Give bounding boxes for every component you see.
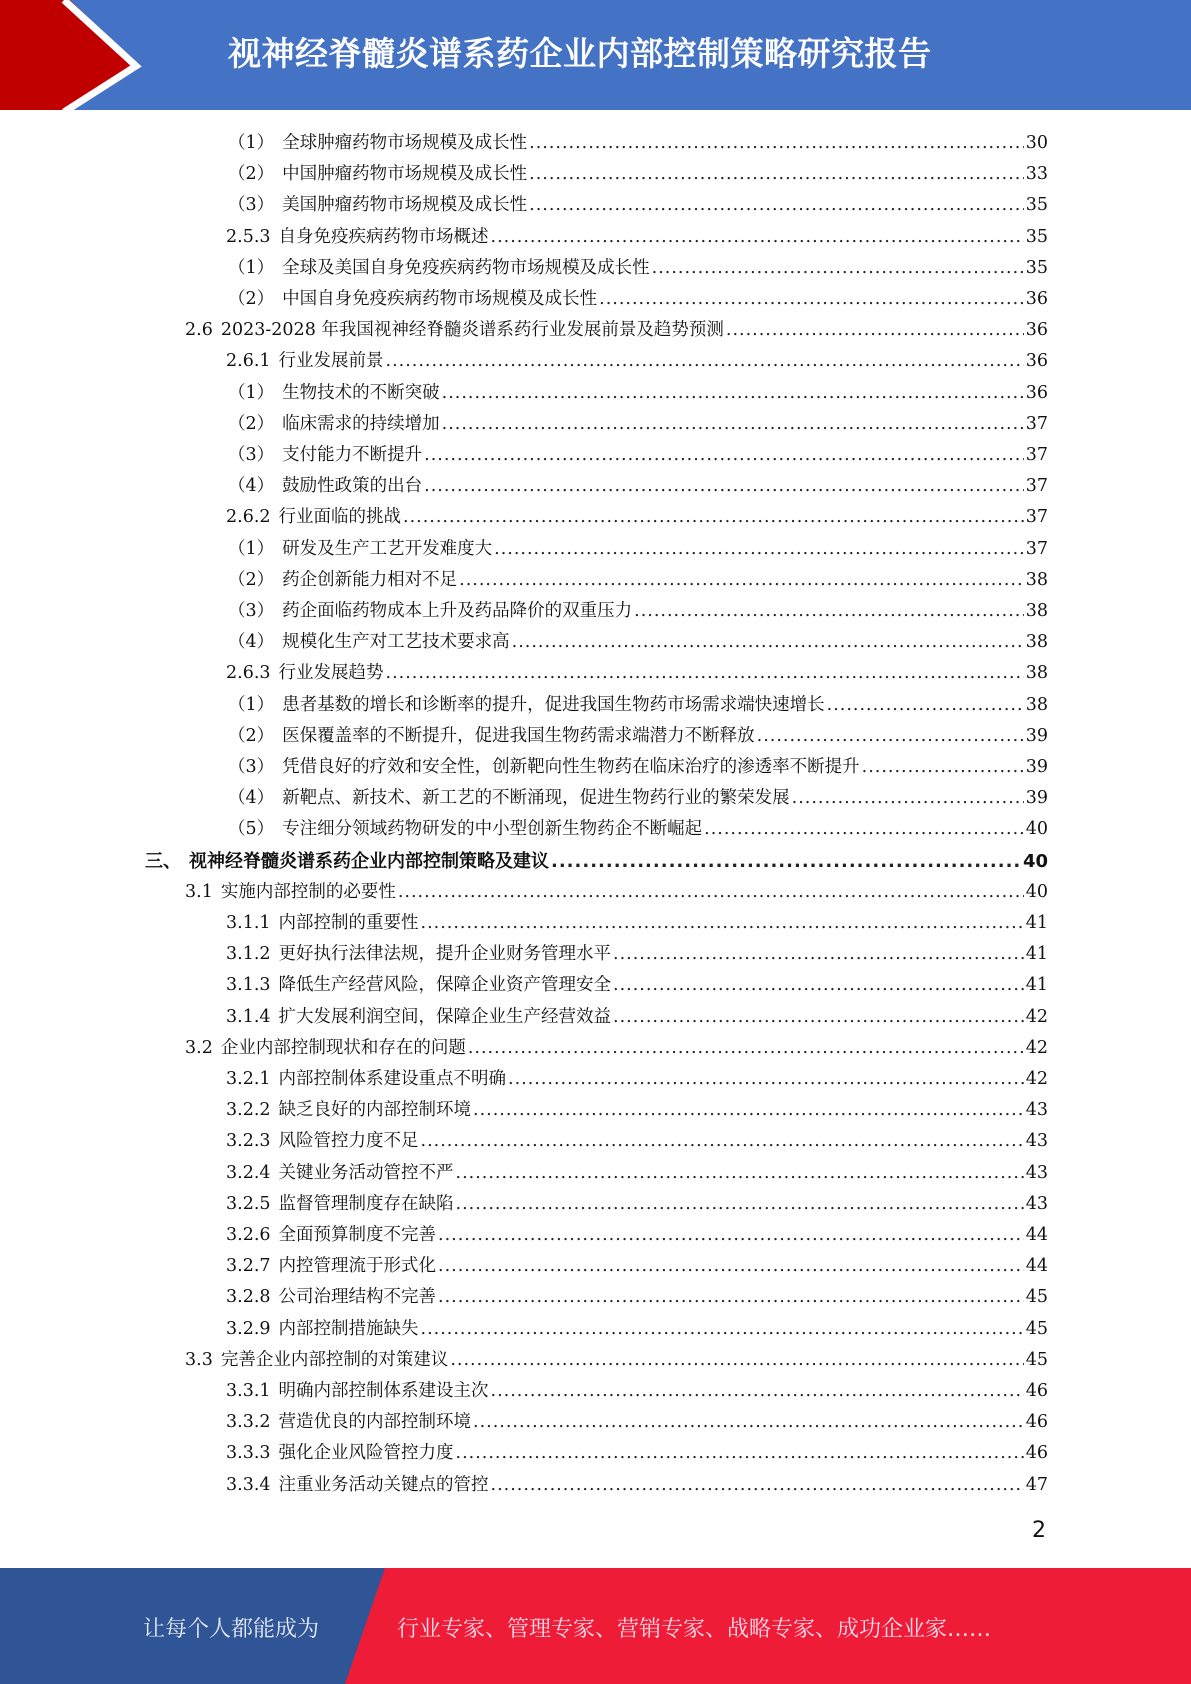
toc-entry-title: 内控管理流于形式化 <box>278 1256 437 1277</box>
toc-dot-leader <box>634 601 1024 621</box>
toc-dot-leader <box>792 788 1024 808</box>
toc-entry-title: 美国肿瘤药物市场规模及成长性 <box>282 195 528 216</box>
toc-entry[interactable] <box>145 847 1048 878</box>
toc-entry-number: （1） <box>228 694 275 715</box>
toc-entry-page: 36 <box>1025 351 1048 372</box>
toc-entry-number: 3.3.4 <box>226 1474 271 1495</box>
toc-entry-number: 3.2.3 <box>226 1131 271 1152</box>
toc-entry-title: 实施内部控制的必要性 <box>220 881 396 902</box>
toc-entry-title: 2023-2028 年我国视神经脊髓炎谱系药行业发展前景及趋势预测 <box>220 320 724 341</box>
toc-dot-leader <box>421 1131 1024 1151</box>
toc-entry-title: 行业面临的挑战 <box>278 507 402 528</box>
toc-entry[interactable] <box>226 659 1048 690</box>
toc-entry[interactable] <box>226 1127 1048 1158</box>
toc-entry-title: 中国肿瘤药物市场规模及成长性 <box>282 164 528 185</box>
toc-entry-page: 42 <box>1025 1037 1048 1058</box>
toc-entry-number: 3.2 <box>185 1037 213 1058</box>
toc-entry-number: （1） <box>228 133 275 153</box>
toc-entry[interactable] <box>185 1034 1048 1065</box>
toc-entry[interactable] <box>228 285 1048 316</box>
toc-entry[interactable] <box>226 1190 1048 1221</box>
toc-dot-leader <box>398 882 1024 902</box>
toc-entry-page: 46 <box>1025 1443 1048 1464</box>
toc-dot-leader <box>529 164 1024 184</box>
toc-entry[interactable] <box>226 1439 1048 1470</box>
toc-entry[interactable] <box>226 503 1048 534</box>
footer-slogan-left: 让每个人都能成为 <box>143 1617 320 1642</box>
toc-entry-number: （1） <box>228 382 275 403</box>
toc-entry-page: 45 <box>1025 1349 1048 1370</box>
toc-dot-leader <box>862 757 1024 777</box>
toc-entry-title: 鼓励性政策的出台 <box>282 476 423 497</box>
toc-entry[interactable] <box>228 535 1048 566</box>
footer-slogan-right: 行业专家、管理专家、营销专家、战略专家、成功企业家…… <box>397 1617 992 1642</box>
toc-entry-number: （3） <box>228 757 275 777</box>
toc-entry-number: 3.2.5 <box>226 1193 271 1214</box>
toc-entry[interactable] <box>226 909 1048 940</box>
toc-entry-number: （2） <box>228 164 275 185</box>
page-number: 2 <box>1032 1518 1046 1543</box>
toc-entry-title: 内部控制措施缺失 <box>278 1318 419 1339</box>
toc-entry-number: 3.2.8 <box>226 1287 271 1308</box>
toc-entry-title: 营造优良的内部控制环境 <box>278 1412 472 1433</box>
toc-entry[interactable] <box>226 940 1048 971</box>
toc-entry-page: 37 <box>1025 538 1048 559</box>
toc-entry-title: 规模化生产对工艺技术要求高 <box>282 632 510 653</box>
toc-entry-number: 3.2.6 <box>226 1225 271 1245</box>
toc-entry-number: （4） <box>228 788 275 809</box>
toc-entry-number: 3.1.2 <box>226 944 271 965</box>
toc-dot-leader <box>442 383 1024 403</box>
toc-entry[interactable] <box>228 191 1048 222</box>
toc-entry-number: 3.1.4 <box>226 1006 271 1027</box>
toc-entry-number: 2.6.1 <box>226 351 271 372</box>
toc-entry[interactable] <box>228 815 1048 846</box>
toc-entry-page: 39 <box>1025 725 1048 746</box>
toc-dot-leader <box>491 1475 1024 1495</box>
toc-entry-title: 强化企业风险管控力度 <box>278 1443 454 1464</box>
toc-dot-leader <box>424 445 1024 465</box>
toc-entry-page: 40 <box>1025 881 1048 902</box>
toc-dot-leader <box>450 1350 1023 1370</box>
toc-entry-title: 专注细分领域药物研发的中小型创新生物药企不断崛起 <box>282 819 703 840</box>
toc-entry-page: 38 <box>1025 694 1048 715</box>
toc-entry-title: 企业内部控制现状和存在的问题 <box>220 1037 466 1058</box>
toc-entry[interactable] <box>228 254 1048 285</box>
toc-dot-leader <box>726 320 1024 340</box>
page-header <box>0 0 1191 110</box>
toc-entry-number: （3） <box>228 195 275 216</box>
toc-entry-title: 研发及生产工艺开发难度大 <box>282 538 493 559</box>
toc-dot-leader <box>599 289 1024 309</box>
toc-entry-number: 2.5.3 <box>226 226 271 247</box>
toc-entry[interactable] <box>228 129 1048 160</box>
header-arrow-decoration <box>0 0 160 110</box>
toc-entry[interactable] <box>228 753 1048 784</box>
toc-entry-title: 患者基数的增长和诊断率的提升，促进我国生物药市场需求端快速增长 <box>282 694 825 715</box>
toc-entry-title: 自身免疫疾病药物市场概述 <box>278 226 489 247</box>
toc-entry-page: 41 <box>1025 913 1048 933</box>
toc-entry-page: 42 <box>1025 1006 1048 1027</box>
toc-entry[interactable] <box>228 441 1048 472</box>
toc-entry-page: 36 <box>1025 289 1048 309</box>
toc-entry-title: 行业发展前景 <box>278 351 384 372</box>
toc-entry-number: （3） <box>228 445 275 465</box>
toc-entry[interactable] <box>228 722 1048 753</box>
toc-entry[interactable] <box>226 347 1048 378</box>
toc-entry-page: 40 <box>1022 850 1048 872</box>
toc-dot-leader <box>459 570 1024 590</box>
toc-entry[interactable] <box>226 1065 1048 1096</box>
toc-entry[interactable] <box>226 1159 1048 1190</box>
toc-entry-page: 40 <box>1025 819 1048 840</box>
toc-dot-leader <box>456 1163 1024 1183</box>
toc-entry-number: 3.3.3 <box>226 1443 271 1464</box>
toc-dot-leader <box>508 1069 1024 1089</box>
toc-entry-title: 凭借良好的疗效和安全性，创新靶向性生物药在临床治疗的渗透率不断提升 <box>282 757 860 777</box>
toc-entry-page: 43 <box>1025 1100 1048 1121</box>
toc-entry-page: 35 <box>1025 226 1048 247</box>
toc-entry-page: 37 <box>1025 476 1048 497</box>
toc-dot-leader <box>529 133 1024 153</box>
toc-entry-number: 三、 <box>145 850 181 872</box>
toc-dot-leader <box>652 258 1024 278</box>
toc-entry-page: 37 <box>1025 445 1048 465</box>
toc-entry-title: 药企面临药物成本上升及药品降价的双重压力 <box>282 601 633 621</box>
toc-entry-title: 内部控制的重要性 <box>278 913 419 933</box>
toc-entry-page: 45 <box>1025 1318 1048 1339</box>
toc-entry-number: 3.1.1 <box>226 913 271 933</box>
toc-entry-page: 35 <box>1025 195 1048 216</box>
toc-entry-number: 3.3.1 <box>226 1381 271 1401</box>
toc-dot-leader <box>456 1443 1024 1463</box>
toc-entry-number: 3.2.2 <box>226 1100 271 1121</box>
toc-entry-title: 新靶点、新技术、新工艺的不断涌现，促进生物药行业的繁荣发展 <box>282 788 790 809</box>
toc-dot-leader <box>491 1381 1024 1401</box>
toc-entry-title: 内部控制体系建设重点不明确 <box>278 1069 507 1089</box>
toc-entry-page: 41 <box>1025 975 1048 996</box>
toc-dot-leader <box>529 195 1024 215</box>
toc-entry-number: （4） <box>228 632 275 653</box>
toc-entry-title: 关键业务活动管控不严 <box>278 1162 454 1183</box>
toc-entry-title: 行业发展趋势 <box>278 663 384 684</box>
toc-entry-page: 45 <box>1025 1287 1048 1308</box>
toc-entry[interactable] <box>226 1471 1048 1502</box>
toc-entry-title: 中国自身免疫疾病药物市场规模及成长性 <box>282 289 598 309</box>
toc-entry-title: 临床需求的持续增加 <box>282 413 440 434</box>
toc-entry-title: 医保覆盖率的不断提升，促进我国生物药需求端潜力不断释放 <box>282 725 755 746</box>
toc-entry-number: 2.6 <box>185 320 213 341</box>
toc-dot-leader <box>438 1225 1024 1245</box>
toc-entry[interactable] <box>228 566 1048 597</box>
toc-dot-leader <box>386 351 1024 371</box>
toc-entry-number: 3.3.2 <box>226 1412 271 1433</box>
toc-entry-page: 44 <box>1025 1225 1048 1245</box>
toc-entry-number: 2.6.3 <box>226 663 271 684</box>
toc-dot-leader <box>386 663 1024 683</box>
toc-entry-page: 33 <box>1025 164 1048 185</box>
document-title: 视神经脊髓炎谱系药企业内部控制策略研究报告 <box>228 34 932 73</box>
toc-entry-number: （2） <box>228 413 275 434</box>
toc-entry[interactable] <box>226 1096 1048 1127</box>
toc-entry-page: 36 <box>1025 320 1048 341</box>
toc-dot-leader <box>491 227 1024 247</box>
toc-entry[interactable] <box>228 379 1048 410</box>
toc-entry-title: 完善企业内部控制的对策建议 <box>220 1349 449 1370</box>
toc-entry[interactable] <box>228 472 1048 503</box>
toc-entry[interactable] <box>228 160 1048 191</box>
toc-entry-title: 更好执行法律法规，提升企业财务管理水平 <box>278 944 612 965</box>
toc-dot-leader <box>456 1194 1024 1214</box>
toc-entry-number: （2） <box>228 569 275 590</box>
toc-entry-number: 3.3 <box>185 1349 213 1370</box>
toc-dot-leader <box>438 1256 1024 1276</box>
toc-entry-page: 30 <box>1025 133 1048 153</box>
toc-dot-leader <box>421 1319 1024 1339</box>
toc-entry-page: 46 <box>1025 1381 1048 1401</box>
toc-dot-leader <box>613 1007 1024 1027</box>
toc-entry-number: （1） <box>228 257 275 278</box>
toc-entry-page: 46 <box>1025 1412 1048 1433</box>
toc-entry-title: 公司治理结构不完善 <box>278 1287 437 1308</box>
toc-entry[interactable] <box>185 878 1048 909</box>
toc-entry-page: 43 <box>1025 1131 1048 1152</box>
toc-entry-number: 3.2.1 <box>226 1069 271 1089</box>
toc-entry-page: 47 <box>1025 1474 1048 1495</box>
toc-entry-page: 38 <box>1025 632 1048 653</box>
toc-dot-leader <box>494 539 1024 559</box>
toc-entry-page: 43 <box>1025 1193 1048 1214</box>
toc-entry[interactable] <box>226 1221 1048 1252</box>
toc-entry-page: 35 <box>1025 257 1048 278</box>
toc-entry-title: 全球及美国自身免疫疾病药物市场规模及成长性 <box>282 257 650 278</box>
toc-entry-title: 支付能力不断提升 <box>282 445 423 465</box>
toc-entry-page: 36 <box>1025 382 1048 403</box>
toc-entry-title: 监督管理制度存在缺陷 <box>278 1193 454 1214</box>
toc-entry[interactable] <box>228 784 1048 815</box>
toc-entry-number: 2.6.2 <box>226 507 271 528</box>
toc-entry-page: 39 <box>1025 757 1048 777</box>
toc-dot-leader <box>473 1100 1024 1120</box>
toc-entry-number: （2） <box>228 725 275 746</box>
toc-entry-number: （2） <box>228 289 275 309</box>
toc-entry-page: 37 <box>1025 507 1048 528</box>
toc-dot-leader <box>827 695 1024 715</box>
toc-entry[interactable] <box>228 628 1048 659</box>
toc-entry[interactable] <box>226 1252 1048 1283</box>
toc-dot-leader <box>704 819 1024 839</box>
toc-dot-leader <box>421 913 1024 933</box>
toc-entry-title: 风险管控力度不足 <box>278 1131 419 1152</box>
toc-entry-page: 37 <box>1025 413 1048 434</box>
toc-dot-leader <box>512 632 1024 652</box>
toc-entry-number: 3.1 <box>185 881 213 902</box>
toc-dot-leader <box>613 944 1024 964</box>
toc-dot-leader <box>424 476 1024 496</box>
toc-entry-title: 视神经脊髓炎谱系药企业内部控制策略及建议 <box>189 850 549 872</box>
toc-entry-number: （3） <box>228 601 275 621</box>
toc-dot-leader <box>442 414 1024 434</box>
toc-entry-number: 3.2.4 <box>226 1162 271 1183</box>
toc-entry[interactable] <box>226 1377 1048 1408</box>
toc-dot-leader <box>438 1287 1024 1307</box>
toc-entry-title: 缺乏良好的内部控制环境 <box>278 1100 472 1121</box>
toc-entry-number: （4） <box>228 476 275 497</box>
toc-entry[interactable] <box>228 691 1048 722</box>
toc-entry-title: 生物技术的不断突破 <box>282 382 440 403</box>
toc-entry[interactable] <box>228 597 1048 628</box>
toc-entry-title: 明确内部控制体系建设主次 <box>278 1381 489 1401</box>
toc-entry-title: 降低生产经营风险，保障企业资产管理安全 <box>278 975 612 996</box>
toc-entry[interactable] <box>226 1315 1048 1346</box>
toc-dot-leader <box>473 1412 1024 1432</box>
toc-dot-leader <box>403 507 1024 527</box>
toc-entry-page: 39 <box>1025 788 1048 809</box>
toc-entry-title: 全面预算制度不完善 <box>278 1225 437 1245</box>
toc-entry-page: 42 <box>1025 1069 1048 1089</box>
toc-entry-number: （1） <box>228 538 275 559</box>
toc-entry[interactable] <box>185 316 1048 347</box>
toc-dot-leader <box>551 851 1021 872</box>
toc-entry-title: 注重业务活动关键点的管控 <box>278 1474 489 1495</box>
toc-entry[interactable] <box>226 223 1048 254</box>
toc-entry-number: （5） <box>228 819 275 840</box>
toc-entry-page: 38 <box>1025 569 1048 590</box>
toc-entry[interactable] <box>226 1408 1048 1439</box>
toc-entry-title: 扩大发展利润空间，保障企业生产经营效益 <box>278 1006 612 1027</box>
toc-entry-page: 38 <box>1025 601 1048 621</box>
toc-entry[interactable] <box>226 971 1048 1002</box>
toc-entry-page: 43 <box>1025 1162 1048 1183</box>
toc-entry-page: 38 <box>1025 663 1048 684</box>
toc-entry[interactable] <box>226 1003 1048 1034</box>
toc-entry-page: 44 <box>1025 1256 1048 1277</box>
toc-entry[interactable] <box>226 1283 1048 1314</box>
toc-dot-leader <box>468 1038 1024 1058</box>
toc-entry-number: 3.2.7 <box>226 1256 271 1277</box>
toc-entry-number: 3.2.9 <box>226 1318 271 1339</box>
toc-dot-leader <box>613 975 1024 995</box>
toc-entry-title: 全球肿瘤药物市场规模及成长性 <box>282 133 528 153</box>
toc-entry[interactable] <box>185 1346 1048 1377</box>
toc-entry-number: 3.1.3 <box>226 975 271 996</box>
toc-dot-leader <box>757 726 1024 746</box>
toc-entry[interactable] <box>228 410 1048 441</box>
toc-entry-page: 41 <box>1025 944 1048 965</box>
toc-entry-title: 药企创新能力相对不足 <box>282 569 458 590</box>
page-footer <box>0 1568 1191 1684</box>
